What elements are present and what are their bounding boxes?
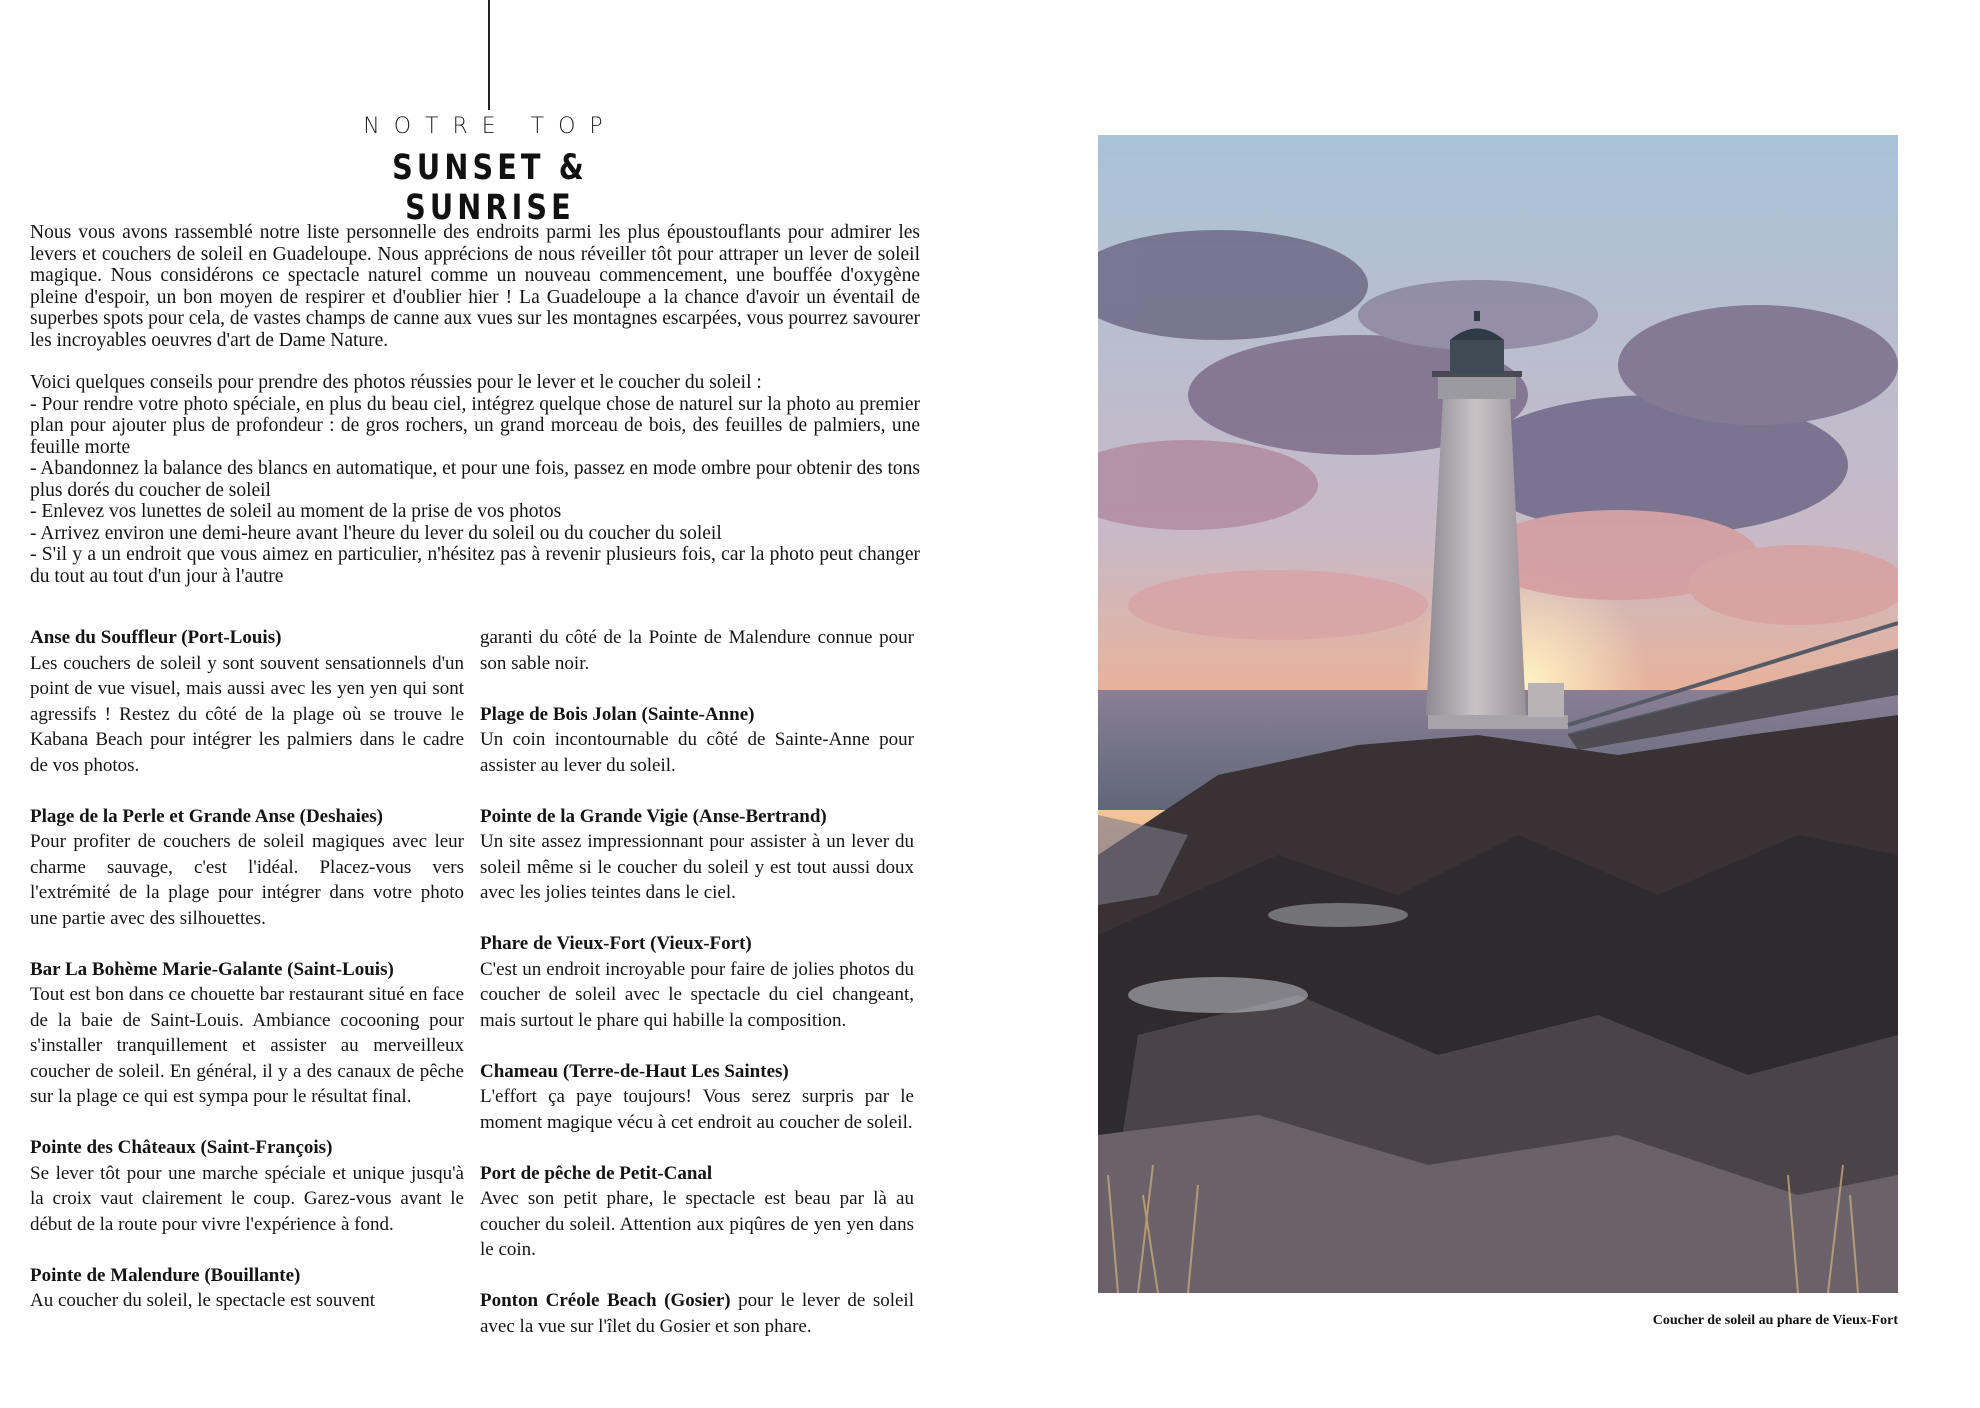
tip-item: - Abandonnez la balance des blancs en automatique, et pour une fois, passez en mode ombre pour obtenir des tons plus dorés du coucher de soleil <box>30 458 920 501</box>
spot-description: Avec son petit phare, le spectacle est beau par là au coucher du soleil. Attention aux piqûres de yen yen dans le coin. <box>480 1188 914 1260</box>
spot-name: Ponton Créole Beach (Gosier) <box>480 1290 731 1311</box>
spot-name: Port de pêche de Petit-Canal <box>480 1162 713 1184</box>
spot-description: Se lever tôt pour une marche spéciale et unique jusqu'à la croix vaut clairement le coup. Garez-vous avant le début de la route pour vivre l'expérience à fond. <box>30 1162 464 1235</box>
spot-description: Au coucher du soleil, le spectacle est souvent <box>30 1290 376 1311</box>
tips-intro: Voici quelques conseils pour prendre des photos réussies pour le lever et le coucher du soleil : <box>30 372 762 393</box>
spot-name: Anse du Souffleur (Port-Louis) <box>30 627 282 648</box>
spot-entry <box>480 1059 914 1136</box>
spots-column-left <box>30 625 464 1339</box>
tip-item: - Pour rendre votre photo spéciale, en plus du beau ciel, intégrez quelque chose de naturel sur la photo au premier plan pour ajouter plus de profondeur : de gros rochers, un grand morceau de bois, des feuilles de palmiers, une feuille morte <box>30 393 920 458</box>
spot-name: Plage de la Perle et Grande Anse (Deshaies) <box>30 805 384 827</box>
spot-name: Chameau (Terre-de-Haut Les Saintes) <box>480 1060 789 1082</box>
spot-entry <box>30 957 464 1110</box>
lighthouse-photo <box>1098 135 1898 1293</box>
spot-continuation: garanti du côté de la Pointe de Malendure connue pour son sable noir. <box>480 627 914 674</box>
spot-name: Pointe des Châteaux (Saint-François) <box>30 1137 333 1158</box>
tip-item: - Enlevez vos lunettes de soleil au moment de la prise de vos photos <box>30 501 562 522</box>
spot-name: Plage de Bois Jolan (Sainte-Anne) <box>480 703 755 725</box>
header-divider-line <box>488 0 490 110</box>
photo-caption: Coucher de soleil au phare de Vieux-Fort <box>1652 1313 1898 1328</box>
spot-description: L'effort ça paye toujours! Vous serez surpris par le moment magique vécu à cet endroit au coucher de soleil. <box>480 1086 914 1133</box>
spot-entry <box>480 1161 914 1263</box>
spot-entry <box>480 702 914 779</box>
spot-description: Un site assez impressionnant pour assister à un lever du soleil même si le coucher du soleil y est tout aussi doux avec les jolies teintes dans le ciel. <box>480 831 914 903</box>
spot-entry <box>30 625 464 778</box>
intro-paragraph: Nous vous avons rassemblé notre liste personnelle des endroits parmi les plus époustouflants pour admirer les levers et couchers de soleil en Guadeloupe. Nous apprécions de nous réveiller tôt pour attraper un lever de soleil magique. Nous considérons ce spectacle naturel comme un nouveau commencement, une bouffée d'oxygène pleine d'espoir, un bon moyen de respirer et d'oublier hier ! La Guadeloupe a la chance d'avoir un éventail de superbes spots pour cela, de vastes champs de canne aux vues sur les montagnes escarpées, vous pourrez savourer les incroyables oeuvres d'art de Dame Nature. <box>30 222 920 351</box>
spot-name: Pointe de la Grande Vigie (Anse-Bertrand) <box>480 805 827 827</box>
page-title: SUNSET & SUNRISE <box>392 148 588 228</box>
spot-description: Tout est bon dans ce chouette bar restaurant situé en face de la baie de Saint-Louis. Ambiance cocooning pour s'installer tranquillement et assister au merveilleux coucher de soleil. En général, il y a des canaux de pêche sur la plage ce qui est sympa pour le résultat final. <box>30 984 464 1107</box>
spot-name: Phare de Vieux-Fort (Vieux-Fort) <box>480 933 752 954</box>
spot-description: Un coin incontournable du côté de Sainte-Anne pour assister au lever du soleil. <box>480 729 914 776</box>
spot-entry <box>480 804 914 906</box>
spot-entry <box>30 804 464 932</box>
tip-item: - Arrivez environ une demi-heure avant l'heure du lever du soleil ou du coucher du soleil <box>30 522 722 544</box>
spot-entry <box>30 1263 464 1314</box>
spot-entry <box>30 1135 464 1237</box>
spot-name: Pointe de Malendure (Bouillante) <box>30 1264 301 1286</box>
spot-entry <box>480 1288 914 1339</box>
tips-block <box>30 372 920 587</box>
section-kicker: NOTRE TOP <box>363 114 617 139</box>
spot-description: C'est un endroit incroyable pour faire de jolies photos du coucher de soleil avec le spectacle du ciel changeant, mais surtout le phare qui habille la composition. <box>480 958 914 1031</box>
tips-list <box>30 394 920 588</box>
spot-description: Les couchers de soleil y sont souvent sensationnels d'un point de vue visuel, mais aussi avec les yen yen qui sont agressifs ! Restez du côté de la plage où se trouve le Kabana Beach pour intégrer les palmiers dans le cadre de vos photos. <box>30 652 464 776</box>
tip-item: - S'il y a un endroit que vous aimez en particulier, n'hésitez pas à revenir plusieurs fois, car la photo peut changer du tout au tout d'un jour à l'autre <box>30 544 920 587</box>
intro-text <box>30 222 920 587</box>
spot-name: Bar La Bohème Marie-Galante (Saint-Louis) <box>30 958 394 980</box>
spots-column-right <box>480 625 914 1365</box>
spot-entry <box>480 931 914 1033</box>
spot-description: pour le lever de soleil avec la vue sur l'îlet du Gosier et son phare. <box>480 1290 914 1337</box>
spot-description: Pour profiter de couchers de soleil magiques avec leur charme sauvage, c'est l'idéal. Placez-vous vers l'extrémité de la plage pour intégrer dans votre photo une partie avec des silhouettes. <box>30 831 464 929</box>
